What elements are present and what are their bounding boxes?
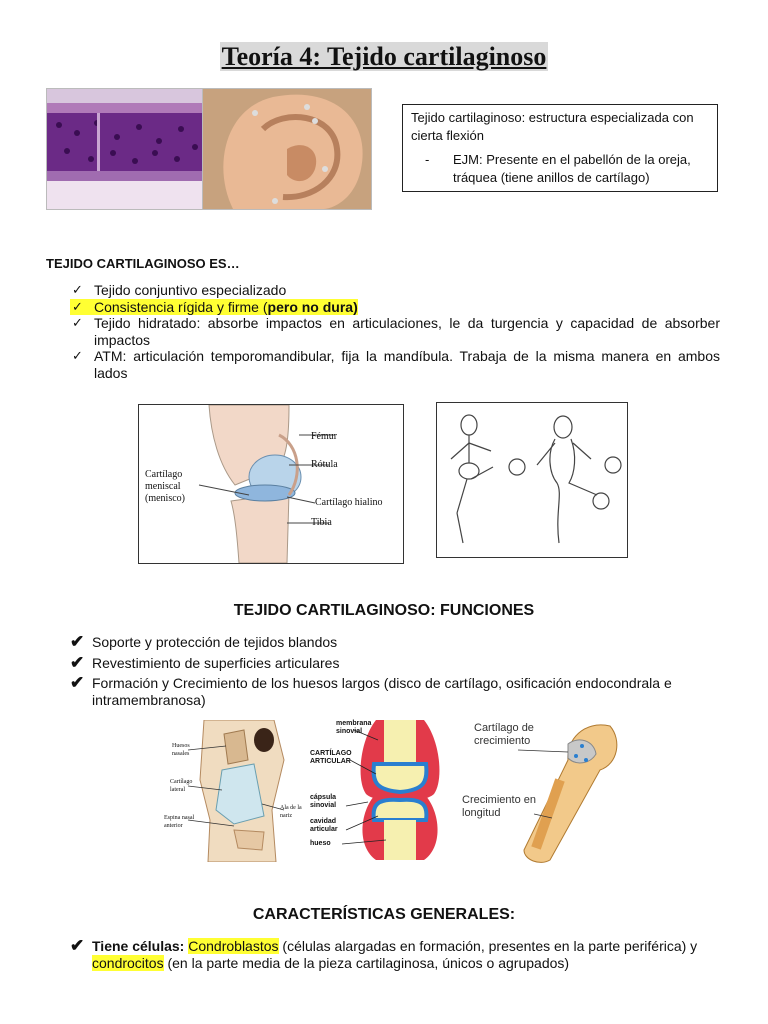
- list-item: [70, 299, 720, 316]
- list-item: [70, 675, 720, 708]
- growth-diagram: [460, 720, 624, 864]
- general-characteristics: [70, 938, 720, 971]
- check-icon: ✔: [70, 673, 85, 692]
- list-item-text: Tejido conjuntivo especializado: [94, 282, 287, 298]
- label-capsula-sinovial: cápsula sinovial: [310, 794, 337, 809]
- list-item-text: Tiene células: Condroblastos (células alargadas en formación, presentes en la parte periférica) y condrocitos (en la parte media de la pieza cartilaginosa, únicos o agrupados): [92, 938, 698, 971]
- list-item: [70, 938, 720, 971]
- check-icon: ✔: [70, 632, 85, 651]
- section-heading-funciones: TEJIDO CARTILAGINOSO: FUNCIONES: [233, 602, 535, 619]
- list-item-text: Tejido hidratado: absorbe impactos en articulaciones, le da turgencia y capacidad de absorber impactos: [94, 315, 720, 348]
- list-item: [70, 652, 720, 672]
- nose-diagram: [164, 720, 304, 862]
- list-item: [70, 348, 720, 381]
- label-tibia: Tibia: [311, 517, 332, 528]
- label-cartilago-crecimiento: Cartílago de crecimiento: [474, 722, 534, 747]
- label-ala-nariz: Ala de la nariz: [280, 805, 302, 819]
- check-icon: ✓: [70, 299, 94, 316]
- list-item: [70, 282, 720, 299]
- definition-example: [411, 151, 709, 187]
- label-rotula: Rótula: [311, 459, 338, 470]
- definition-box: [402, 104, 718, 192]
- list-item-text: Soporte y protección de tejidos blandos: [92, 634, 338, 650]
- dash-bullet: -: [425, 152, 430, 167]
- label-hialino: Cartílago hialino: [315, 497, 383, 508]
- histology-photo: [46, 88, 204, 210]
- ear-photo: [202, 88, 372, 210]
- joint-diagram: [306, 720, 452, 860]
- label-huesos-nasales: Huesos nasales: [172, 743, 190, 757]
- page-title: Teoría 4: Tejido cartilaginoso: [221, 42, 547, 71]
- list-item-text: Formación y Crecimiento de los huesos largos (disco de cartílago, osificación endocondrala e intramembranosa): [92, 675, 672, 708]
- list-item-text: ATM: articulación temporomandibular, fija la mandíbula. Trabaja de la misma manera en ambos lados: [94, 348, 720, 381]
- check-icon: ✓: [72, 348, 83, 363]
- label-cavidad-articular: cavidad articular: [310, 818, 338, 833]
- label-hueso: hueso: [310, 840, 331, 847]
- label-cartilago-lateral: Cartílago lateral: [170, 779, 193, 793]
- sketch-figure: [436, 402, 628, 558]
- check-icon: ✔: [70, 652, 85, 672]
- label-femur: Fémur: [311, 431, 338, 442]
- check-icon: ✓: [72, 315, 83, 330]
- check-icon: ✔: [70, 936, 85, 955]
- label-menisco: Cartílago meniscal (menisco): [145, 469, 185, 504]
- check-icon: ✓: [72, 282, 83, 297]
- properties-list: [70, 282, 720, 381]
- list-item-text: Revestimiento de superficies articulares: [92, 654, 340, 671]
- definition-text: Tejido cartilaginoso: estructura especializada con cierta flexión: [411, 110, 694, 143]
- section-heading-es: TEJIDO CARTILAGINOSO ES…: [46, 256, 240, 271]
- list-item-text: Consistencia rígida y firme (pero no dura): [94, 298, 358, 315]
- list-item: [70, 634, 720, 651]
- label-crecimiento-longitud: Crecimiento en longitud: [462, 794, 536, 819]
- label-espina-nasal: Espina nasal anterior: [164, 815, 195, 829]
- label-membrana-sinovial: membrana sinovial: [336, 720, 372, 735]
- example-text: EJM: Presente en el pabellón de la oreja, tráquea (tiene anillos de cartílago): [453, 152, 691, 185]
- list-item: [70, 315, 720, 348]
- section-heading-generales: CARACTERÍSTICAS GENERALES:: [252, 906, 516, 923]
- functions-list: [70, 634, 720, 712]
- label-cartilago-articular: CARTÍLAGO ARTICULAR: [310, 750, 352, 765]
- knee-diagram: [138, 404, 404, 564]
